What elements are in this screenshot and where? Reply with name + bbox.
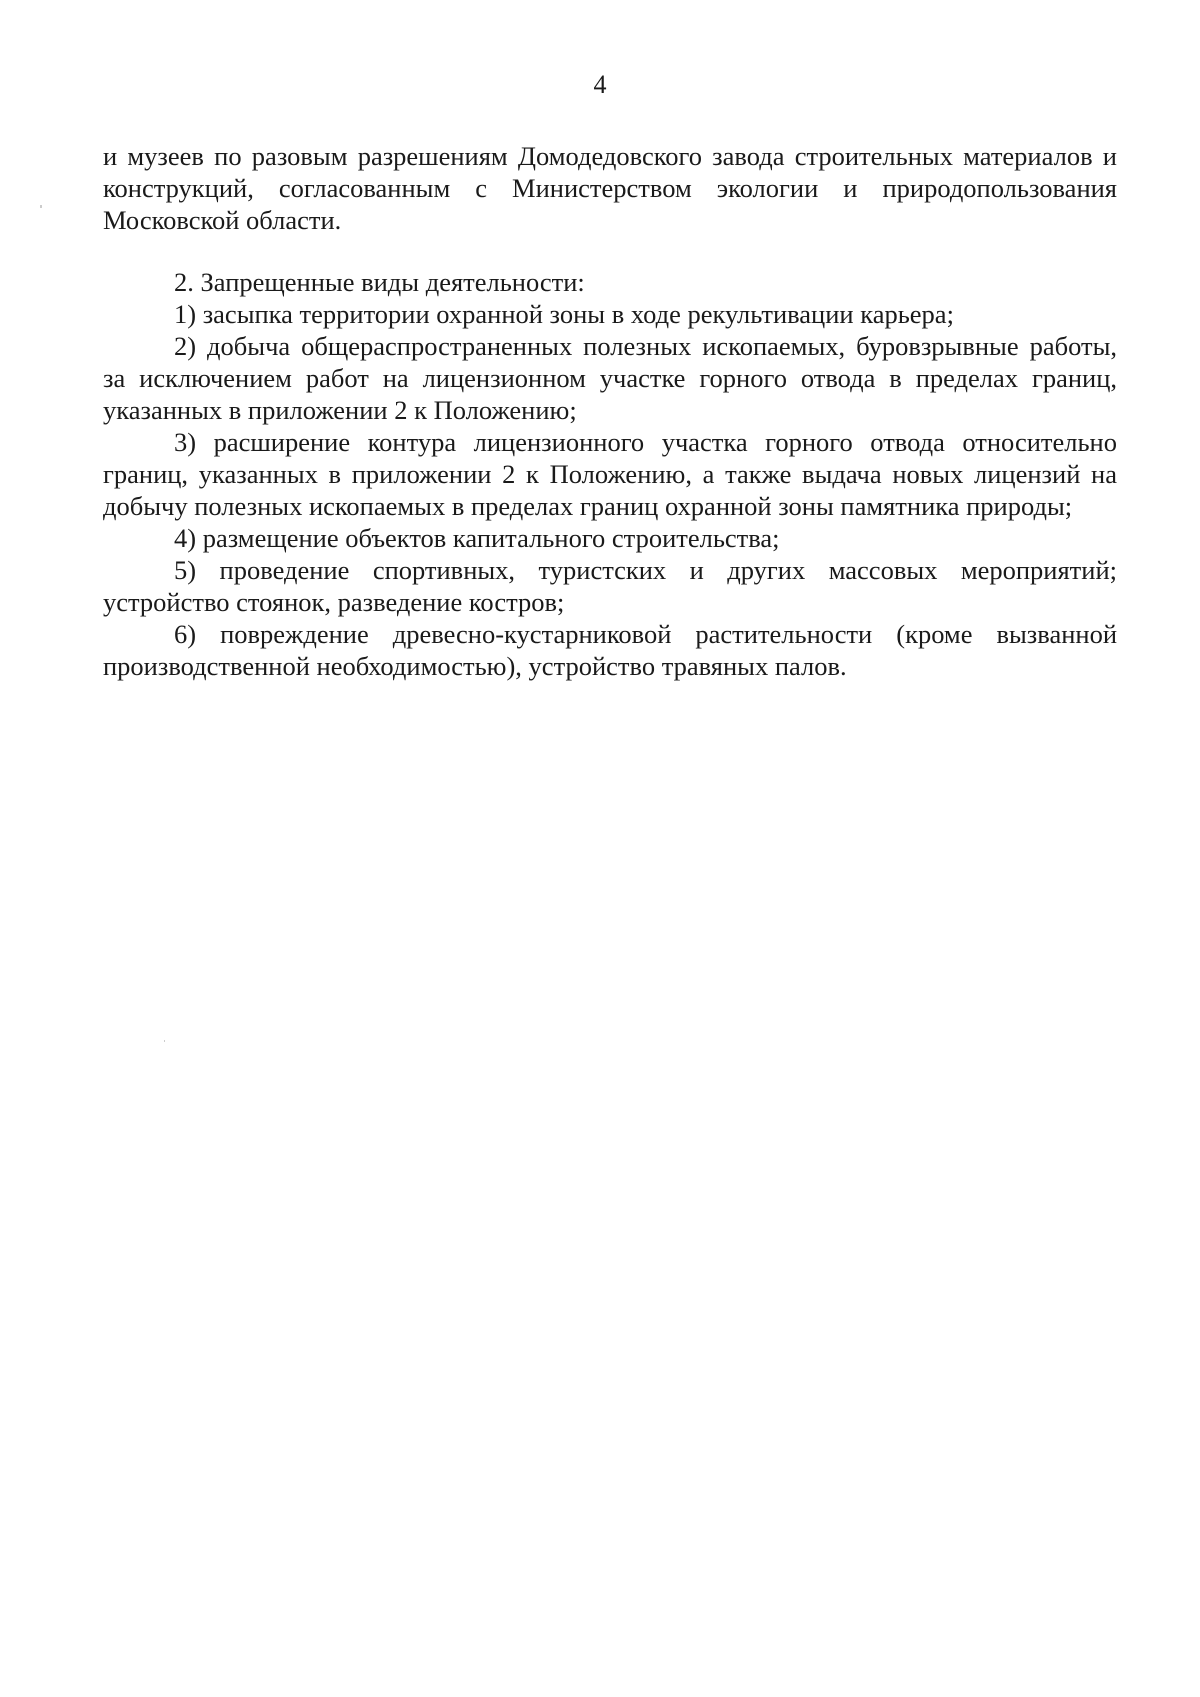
list-item: 1) засыпка территории охранной зоны в ходе рекультивации карьера; — [174, 299, 954, 329]
continuation-paragraph: и музеев по разовым разрешениям Домодедовского завода строительных материалов и конструкций, согласованным с Министерством экологии и природопользования Московской области. — [103, 141, 1117, 235]
prohibited-activities-section — [103, 266, 1117, 682]
page-number: 4 — [593, 70, 607, 99]
list-item: 4) размещение объектов капитального строительства; — [174, 523, 780, 553]
scan-speck — [164, 1040, 165, 1042]
section-heading: 2. Запрещенные виды деятельности: — [174, 267, 585, 297]
list-item: 6) повреждение древесно-кустарниковой растительности (кроме вызванной производственной необходимостью), устройство травяных палов. — [103, 619, 1117, 681]
list-item: 2) добыча общераспространенных полезных ископаемых, буровзрывные работы, за исключением работ на лицензионном участке горного отвода в пределах границ, указанных в приложении 2 к Положению; — [103, 331, 1117, 425]
list-item: 5) проведение спортивных, туристских и других массовых мероприятий; устройство стоянок, разведение костров; — [103, 555, 1117, 617]
list-item: 3) расширение контура лицензионного участка горного отвода относительно границ, указанных в приложении 2 к Положению, а также выдача новых лицензий на добычу полезных ископаемых в пределах границ охранной зоны памятника природы; — [103, 427, 1117, 521]
scan-speck — [40, 205, 42, 208]
continuation-paragraph-block — [103, 140, 1117, 236]
